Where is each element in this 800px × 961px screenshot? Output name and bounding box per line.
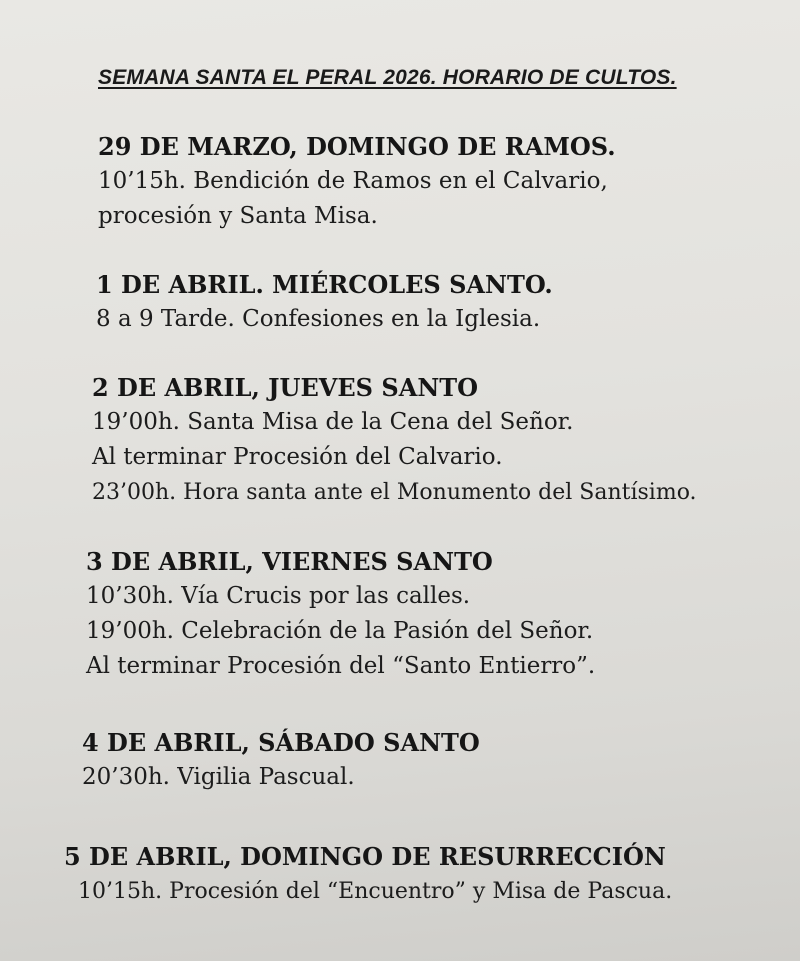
document-title: SEMANA SANTA EL PERAL 2026. HORARIO DE CULTOS. bbox=[98, 66, 677, 89]
schedule-line: Al terminar Procesión del Calvario. bbox=[92, 444, 503, 470]
schedule-line: 10’15h. Bendición de Ramos en el Calvario, bbox=[98, 168, 608, 194]
schedule-section-viernes-santo bbox=[86, 545, 595, 684]
section-heading: 4 DE ABRIL, SÁBADO SANTO bbox=[82, 728, 480, 757]
schedule-section-jueves-santo bbox=[92, 371, 697, 510]
schedule-line: 23’00h. Hora santa ante el Monumento del Santísimo. bbox=[92, 480, 697, 505]
section-heading: 5 DE ABRIL, DOMINGO DE RESURRECCIÓN bbox=[64, 842, 666, 871]
schedule-line: procesión y Santa Misa. bbox=[98, 203, 378, 229]
schedule-line: 20’30h. Vigilia Pascual. bbox=[82, 764, 355, 790]
schedule-line: 8 a 9 Tarde. Confesiones en la Iglesia. bbox=[96, 306, 541, 332]
schedule-section-domingo-resurreccion bbox=[64, 840, 672, 909]
schedule-section-miercoles-santo bbox=[96, 268, 553, 337]
section-heading: 2 DE ABRIL, JUEVES SANTO bbox=[92, 373, 479, 402]
schedule-line: 10’15h. Procesión del “Encuentro” y Misa de Pascua. bbox=[78, 879, 673, 904]
schedule-line: 19’00h. Celebración de la Pasión del Señor. bbox=[86, 618, 594, 644]
schedule-line: 19’00h. Santa Misa de la Cena del Señor. bbox=[92, 409, 574, 435]
section-heading: 29 DE MARZO, DOMINGO DE RAMOS. bbox=[98, 132, 616, 161]
schedule-line: 10’30h. Vía Crucis por las calles. bbox=[86, 583, 471, 609]
section-heading: 3 DE ABRIL, VIERNES SANTO bbox=[86, 547, 493, 576]
section-heading: 1 DE ABRIL. MIÉRCOLES SANTO. bbox=[96, 270, 553, 299]
schedule-section-sabado-santo bbox=[82, 726, 480, 795]
schedule-section-domingo-ramos bbox=[98, 130, 616, 234]
schedule-line: Al terminar Procesión del “Santo Entierro”. bbox=[86, 653, 596, 679]
